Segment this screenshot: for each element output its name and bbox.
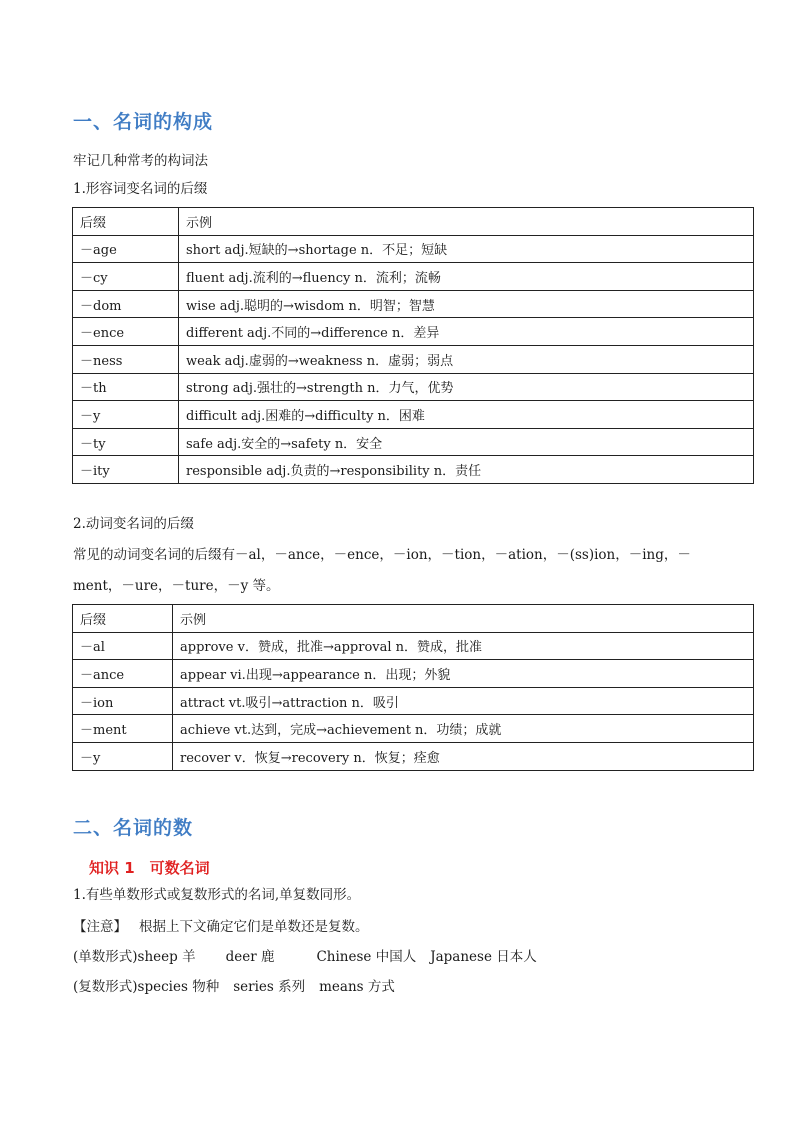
table-row (73, 742, 754, 770)
note-line (73, 918, 369, 936)
example-item: sheep 羊 (137, 949, 196, 965)
singular-label: (单数形式) (73, 949, 138, 965)
singular-examples (73, 948, 537, 966)
suffix-cell: －age (73, 235, 179, 263)
table-row (73, 290, 754, 318)
example-item: species 物种 (137, 979, 220, 995)
table-row (73, 401, 754, 429)
verb-suffix-table (72, 604, 754, 771)
example-item: series 系列 (233, 979, 306, 995)
suffix-cell: －th (73, 373, 179, 401)
suffix-cell: －y (73, 742, 173, 770)
suffix-cell: －dom (73, 290, 179, 318)
suffix-cell: －ion (73, 687, 173, 715)
example-item: deer 鹿 (225, 949, 275, 965)
table-row (73, 687, 754, 715)
note-text: 根据上下文确定它们是单数还是复数。 (139, 919, 369, 935)
example-cell: recover v．恢复→recovery n．恢复；痊愈 (173, 742, 754, 770)
suffix-cell: －ence (73, 318, 179, 346)
suffix-cell: －cy (73, 263, 179, 291)
plural-examples (73, 978, 395, 996)
example-cell: wise adj.聪明的→wisdom n．明智；智慧 (179, 290, 754, 318)
table-row (73, 318, 754, 346)
example-cell: attract vt.吸引→attraction n．吸引 (173, 687, 754, 715)
adj-suffix-table (72, 207, 754, 484)
example-cell: responsible adj.负责的→responsibility n．责任 (179, 456, 754, 484)
table-row (73, 660, 754, 688)
example-cell: short adj.短缺的→shortage n．不足；短缺 (179, 235, 754, 263)
example-item: Chinese 中国人 (316, 949, 417, 965)
table-row (73, 632, 754, 660)
example-cell: approve v．赞成，批准→approval n．赞成，批准 (173, 632, 754, 660)
table-row (73, 456, 754, 484)
section-title-1: 一、名词的构成 (73, 111, 214, 133)
subheading-1: 1.形容词变名词的后缀 (73, 181, 208, 197)
suffix-cell: －ty (73, 428, 179, 456)
section-title-2: 二、名词的数 (73, 817, 194, 839)
intro-text: 牢记几种常考的构词法 (73, 153, 208, 169)
suffix-cell: －ment (73, 715, 173, 743)
table-header-row (73, 208, 754, 236)
suffix-cell: 后缀 (73, 208, 179, 236)
example-item: means 方式 (319, 979, 395, 995)
example-cell: appear vi.出现→appearance n．出现；外貌 (173, 660, 754, 688)
plural-label: (复数形式) (73, 979, 138, 995)
example-cell: different adj.不同的→difference n．差异 (179, 318, 754, 346)
table-row (73, 235, 754, 263)
example-item: Japanese 日本人 (430, 949, 537, 965)
table-row (73, 373, 754, 401)
suffix-cell: －ness (73, 345, 179, 373)
table-row (73, 715, 754, 743)
subheading-2: 2.动词变名词的后缀 (73, 516, 194, 532)
example-cell: 示例 (179, 208, 754, 236)
note-label: 【注意】 (73, 919, 127, 935)
example-cell: achieve vt.达到，完成→achievement n．功绩；成就 (173, 715, 754, 743)
example-cell: difficult adj.困难的→difficulty n．困难 (179, 401, 754, 429)
verb-suffix-list-line2: ment，－ure，－ture，－y 等。 (73, 578, 280, 594)
suffix-cell: 后缀 (73, 605, 173, 633)
suffix-cell: －ity (73, 456, 179, 484)
suffix-cell: －ance (73, 660, 173, 688)
suffix-cell: －y (73, 401, 179, 429)
verb-suffix-list-line1: 常见的动词变名词的后缀有－al，－ance，－ence，－ion，－tion，－ation，－(ss)ion，－ing，－ (73, 547, 691, 563)
table-row (73, 428, 754, 456)
table-row (73, 345, 754, 373)
point-1: 1.有些单数形式或复数形式的名词,单复数同形。 (73, 887, 361, 903)
table-header-row (73, 605, 754, 633)
table-row (73, 263, 754, 291)
example-cell: strong adj.强壮的→strength n．力气，优势 (179, 373, 754, 401)
example-cell: 示例 (173, 605, 754, 633)
example-cell: fluent adj.流利的→fluency n．流利；流畅 (179, 263, 754, 291)
example-cell: safe adj.安全的→safety n．安全 (179, 428, 754, 456)
suffix-cell: －al (73, 632, 173, 660)
knowledge-heading-1: 知识 1 可数名词 (89, 859, 210, 877)
example-cell: weak adj.虚弱的→weakness n．虚弱；弱点 (179, 345, 754, 373)
